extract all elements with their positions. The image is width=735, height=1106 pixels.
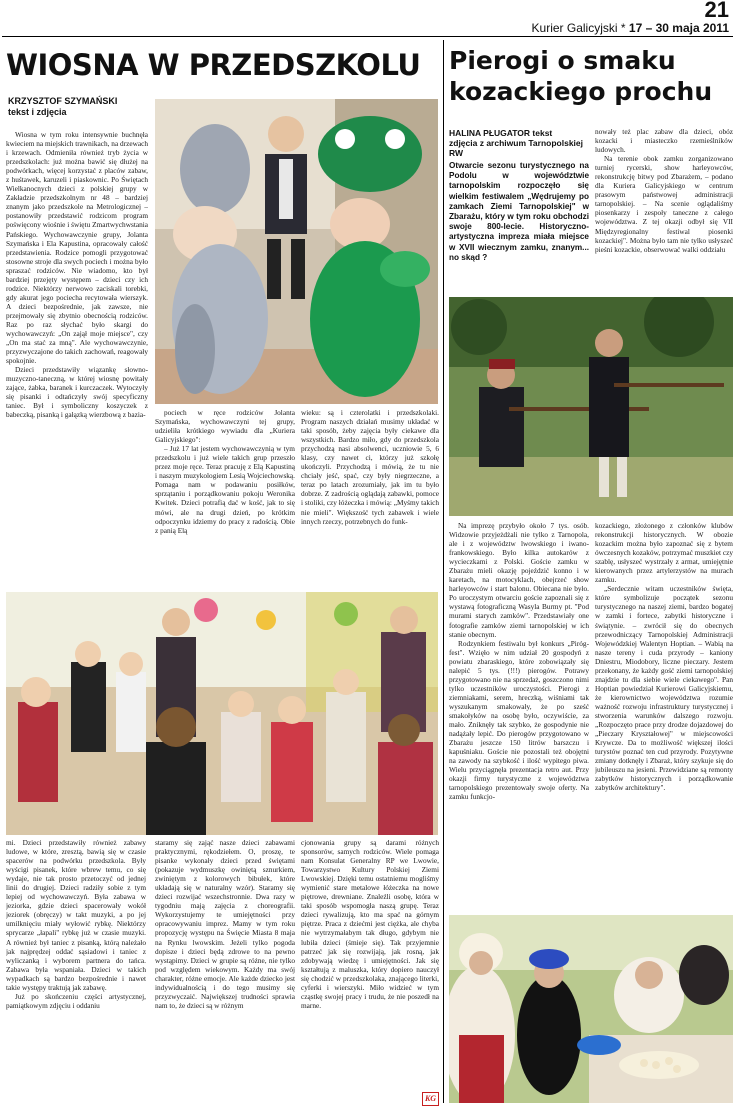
article-divider [443,40,444,1103]
issue-date: 17 – 30 maja 2011 [628,21,729,35]
paragraph: pociech w ręce rodziców Jolanta Szymańska, wychowawczyni tej grupy, udzieliła krótkiego wywiadu dla „Kuriera Galicyjskiego": [155,408,295,445]
paragraph: nowały też plac zabaw dla dzieci, obóz kozacki i miasteczko rzemieślników ludowych. [595,127,733,155]
left-author-note: tekst i zdjęcia [8,107,67,117]
photo-cossack-reenactors [449,297,733,516]
right-title-line2: kozackiego prochu [449,77,713,106]
left-col3-b [301,408,439,588]
paragraph: cjonowania grupy są darami różnych sponsorów, samych rodziców. Wiele pomaga nam Konsulat Generalny RP we Lwowie, Towarzystwo Kultury Polskiej Ziemi Lwowskiej. Dzięki temu ostatniemu mogliśmy wymienić stare metalowe łóżeczka na nowe piętrowe, drewniane. Znaleźli osobę, która w taki sposób wspomogła naszą grupę. Teraz dzieci rywalizują, kto ma spać na górnym piętrze. Praca z dziećmi jest ciężka, ale chyba nie wytrzymałabym tak długo, gdybym nie lubiła dzieci (śmieje się). Tak przyjemnie patrzeć jak się rozwijają, jak rosną, jak zdobywają wiedzę i umiejętności. Jak się kształtują z maluszka, który dopiero nauczył się chodzić w przedszkolaka, znającego literki, cyferki i wierszyki. Miło widzieć w tym cząstkę swojej pracy i trudu, że nie poszedł na marne. [301,838,439,1010]
running-header [532,21,729,35]
right-article-title [449,45,733,107]
left-article-title: WIOSNA W PRZEDSZKOLU [6,48,421,82]
paragraph: Na imprezę przybyło około 7 tys. osób. Widzowie przyjeżdżali nie tylko z Tarnopola, ale i z województw lwowskiego i iwano-frankowskiego. Było kilka autokarów z wycieczkami z Polski. Goście zamku w Zbarażu mieli okazję pojeździć konno i w karetach, na motocyklach, obejrzeć show harleyowców i start balonu. Obiecana nie było. Po uroczystym otwarciu goście zapoznali się z wystawą fotograficzną Wasyla Burmy pt. "Pod murami starych zamków". Przedstawiały one fotografie zamków ziemi tarnopolskiej w ich stanie obecnym. [449,521,589,639]
paragraph: – Już 17 lat jestem wychowawczynią w tym przedszkolu i już wiele takich grup przeszło przez moje ręce. Teraz pracuję z Elą Kapustiną i naszym muzykologiem Lesią Wojciechowską. Pomaga nam w podawaniu posiłków, sprzątaniu i porządkowaniu pokoju Weronika Kwitek. Dzieci potrafią dać w kość, jak to się mówi, ale na drugi dzień, po krótkim odpoczynku idziemy do pracy z radością. Obie z panią Elą [155,444,295,535]
right-col2-bottom [595,521,733,913]
photo-cossack-reenactors-image [449,297,733,516]
paragraph: „Serdecznie witam uczestników święta, które symbolizuje początek sezonu turystycznego na naszej ziemi, bardzo bogatej w zamki i fortece, zabytki historyczne i świątynie. – zwrócił się do obecnych przewodniczący Tarnopolskiej Administracji Wojewódzkiej Walentyn Hoptian. – Wabią na nasze tereny i cuda przyrody – kaniony Dniestru, Miodobory, liczne pieczary. Jestem przekonany, że każdy gość ziemi tarnopolskiej znajdzie tu dla siebie wiele ciekawego". Pan Hoptian powiedział Kurierowi Galicyjskiemu, że kierownictwo województwa rozumie ważność rozwoju infrastruktury turystycznej i stworzenia warunków dalszego rozwoju. „Rozpoczęto prace przy drodze dojazdowej do „Pieczary Kryształowej" w miejscowości Krywcze. Da to możliwość większej ilości turystów poznać ten cud przyrody. Pozytywne zmiany dotknęły i Zbaraż, który szykuje się do jubileuszu na jesieni. Przewidziane są remonty zabytków historycznych i porządkowanie zabytków architektury". [595,584,733,793]
right-article-author [449,128,589,158]
paragraph: Rodzynkiem festiwalu był konkurs „Piróg-fest". Wzięło w nim udział 20 gospodyń z powiatu zbaraskiego, które zobowiązały się nalepić 5 tys. (!!!) pierogów. Potrawy przygotowano nie na sprzedaż, goszczono nimi tylko uczestników uroczystości. Pierogi z ziemniakami, serem, hreczką, wiśniami tak wyszukanym smakowały, że po sześć smakołyków na osobę było, oczywiście, za mało. Zniknęły tak szybko, że gospodynie nie nadążały lepić. Do pierogów przygotowano w Zbarażu jeszcze 150 litrów barszczu i kapuśniaku. Goście nie pozostali też obojętni na zawody na szybkość i ilość wypitego piwa. Wielu przyciągnęła prezentacja retro aut. Przy okazji firmy turystyczne z województwa tarnopolskiego prezentowały swoje oferty. Na zamku funkcjo- [449,638,589,802]
header-separator: * [620,21,626,35]
photo-pierogi-makers-image [449,915,733,1103]
left-bottom-col3 [301,838,439,1090]
paragraph: Wiosna w tym roku intensywnie buchnęła kwieciem na miejskich trawnikach, na drzewach i krzewach. Odmieniła również tryb życia w przedszkolach: już można bawić się dłużej na podwórkach, więcej korzystać z placów zabaw, z huśtawek, karuzeli i piaskownic. Po Świętach Wielkanocnych dzieci z polskiej grupy w Zakładzie przedszkolnym nr 48 – bardziej znanym jako przedszkole na Metrologicznej – postanowiły przedstawić rodzicom program poświęcony wiośnie i świętu Zmartwychwstania Pańskiego. Wychowawczynie grupy, Jolanta Szymańska i Ela Kapustina, opracowały całość przedstawienia. Rodzice pomogli przygotować stosowne stroje dla swych pociech i można było spraszać rodziców. Nie wiadomo, kto był bardziej przejęty występem – dzieci czy ich rodzice. Niektórzy nerwowo zaciskali torebki, gdy akurat jego pociecha recytowała wierszyk. A dzieci bezpośrednie, jak zawsze, nie przejmowały się zbytnio obecnością rodziców. Raz po raz słychać było skargi do wychowawczyń: „On zajął moje miejsce", czy „On ma stać za mną". Ale wychowawczynie, przyzwyczajone do takich zachowań, reagowały spokojnie. [6,130,148,366]
photo-children-dancing [6,592,438,835]
photo-children-dancing-image [6,592,438,835]
left-col2-a [155,408,295,588]
page-number: 21 [704,0,729,22]
left-col1-top [6,130,148,590]
right-lead: Otwarcie sezonu turystycznego na Podolu w województwie tarnopolskim rozpoczęło się wielkim festiwalem „Wędrujemy po zamkach Ziemi Tarnopolskiej" w Zbarażu, który w tym roku obchodzi swoje 800-lecie. Historyczno-artystyczna impreza miała miejsce w XVII wiecznym zamku, znanym... no skąd ? [449,161,589,262]
right-col1-bottom [449,521,589,921]
left-article-author [8,96,117,118]
paragraph: kozackiego, złożonego z członków klubów rekonstrukcji historycznych. W obozie kozackim można było zapoznać się z bytem ówczesnych kozaków, potrzymać muszkiet czy szablę, usłyszeć wystrzały z armat, umiejętnie kierowanych przez artylerzystów na murach zamku. [595,521,733,585]
paragraph: mi. Dzieci przedstawiły również zabawy ludowe, w które, zresztą, bawią się w czasie spacerów na podwórku przedszkola. Były wyścigi pisanek, które wbrew temu, co się wydaje, nie tak prosto przetoczyć od jednej linii do drugiej. Dzieci radziły sobie z tym lepiej od wychowawczyń. Była zabawa w jeziorka, gdzie dzieci spacerowały wokół jeziorek (obręczy) w takt muzyki, a po jej umilknięciu miały wyłowić rybkę. Niektórzy sprycarze „łapali" rybkę już w czasie muzyki. A również był taniec z pisanką, którą należało jak najprędzej oddać sąsiadowi i taniec z wyliczanką i wyborem partnera do tańca. Zabawa była wspaniała. Dzieci w takich wypadkach są bardzo bezpośrednie i nawet takie występy traktują jak zabawę. [6,838,146,992]
right-title-line1: Pierogi o smaku [449,46,676,75]
right-author-name: HALINA PŁUGATOR tekst [449,128,553,138]
left-bottom-col2 [155,838,295,1103]
right-col2-top [595,127,733,323]
left-bottom-col1 [6,838,146,1103]
kg-logo: KG [422,1092,439,1106]
right-author-note: zdjęcia z archiwum Tarnopolskiej RW [449,138,583,158]
header-rule [2,36,733,37]
left-author-name: KRZYSZTOF SZYMAŃSKI [8,96,118,106]
paragraph: wieku: są i czterolatki i przedszkolaki. Program naszych działań musimy układać w taki sposób, żeby zajęcia były ciekawe dla wszystkich. Bardzo miło, gdy do przedszkola przychodzą nasi absolwenci, uczniowie 5, 6 klasy, czy nawet ci, którzy już szkołę ukończyli. Przychodzą i mówią, że tu nie chciały jeść, spać, czy były niegrzeczne, a teraz po latach zrozumiały, jak im tu było dobrze. Z zadrością oglądają zabawki, pomoce i stoliki, czy łóżeczka i mówią: „Myśmy takich nie mieli". Większość tych zabawek i wiele innych rzeczy, potrzebnych do funk- [301,408,439,526]
photo-costumed-children-image [155,99,438,404]
newspaper-name: Kurier Galicyjski [531,21,618,35]
paragraph: Dzieci przedstawiły wiązankę słowno-muzyczno-taneczną, w której wiosnę powitały zające, żabka, baranek i kurczaczek. Wytoczyły się pisanki i odtańczyły swój specyficzny taniec. Był i symboliczny koszyczek z babeczką, pisanką i gałązką wierzbową z bazia- [6,365,148,420]
paragraph: staramy się zająć nasze dzieci zabawami praktycznymi, rękodziełem. O, proszę, te pisanke wykonały dzieci przed świętami (pokazuje wydmuszkę owiniętą sznurkiem, zwiniętym z kolorowych bibułek, które układają się w naturalny wzór). Staramy się dzieci rozwijać wszechstronnie. Dwa razy w tygodniu mają zajęcia z choreografii. Wykorzystujemy te umiejętności przy opracowywaniu imprez. Mamy w tym roku propozycję występu na Święcie Miasta 8 maja na Rynku lwowskim. Jeżeli tylko pogoda dopisze i dzieci będą zdrowe to na pewno wystąpimy. Dzieci w grupie są różne, nie tylko pod względem wiekowym. Każdy ma swój charakter, różne emocje. Ale każde dziecko jest indywidualnością i do tego musimy się przyzwyczaić. Największej trudności sprawia nam to, że dzieci są w różnym [155,838,295,1010]
photo-costumed-children [155,99,438,404]
paragraph: Na terenie obok zamku zorganizowano turniej rycerski, show harleyowców, rekonstrukcję bitwy pod Zbarażem, – podano dla Kuriera Galicyjskiego w centrum prasowym państwowej administracji tarnopolskiej. – Na scenie oglądaliśmy piosenkarzy i zespoły taneczne z całego województwa. Z tej okazji odbył się VII Międzyregionalny festiwal piosenki kozackiej". Można było tam nie tylko usłyszeć pieśni kozackie, obserwować walki oddziału [595,154,733,254]
paragraph: Już po skończeniu części artystycznej, pamiątkowym zdjęciu i oddaniu [6,991,146,1010]
photo-pierogi-makers [449,915,733,1103]
